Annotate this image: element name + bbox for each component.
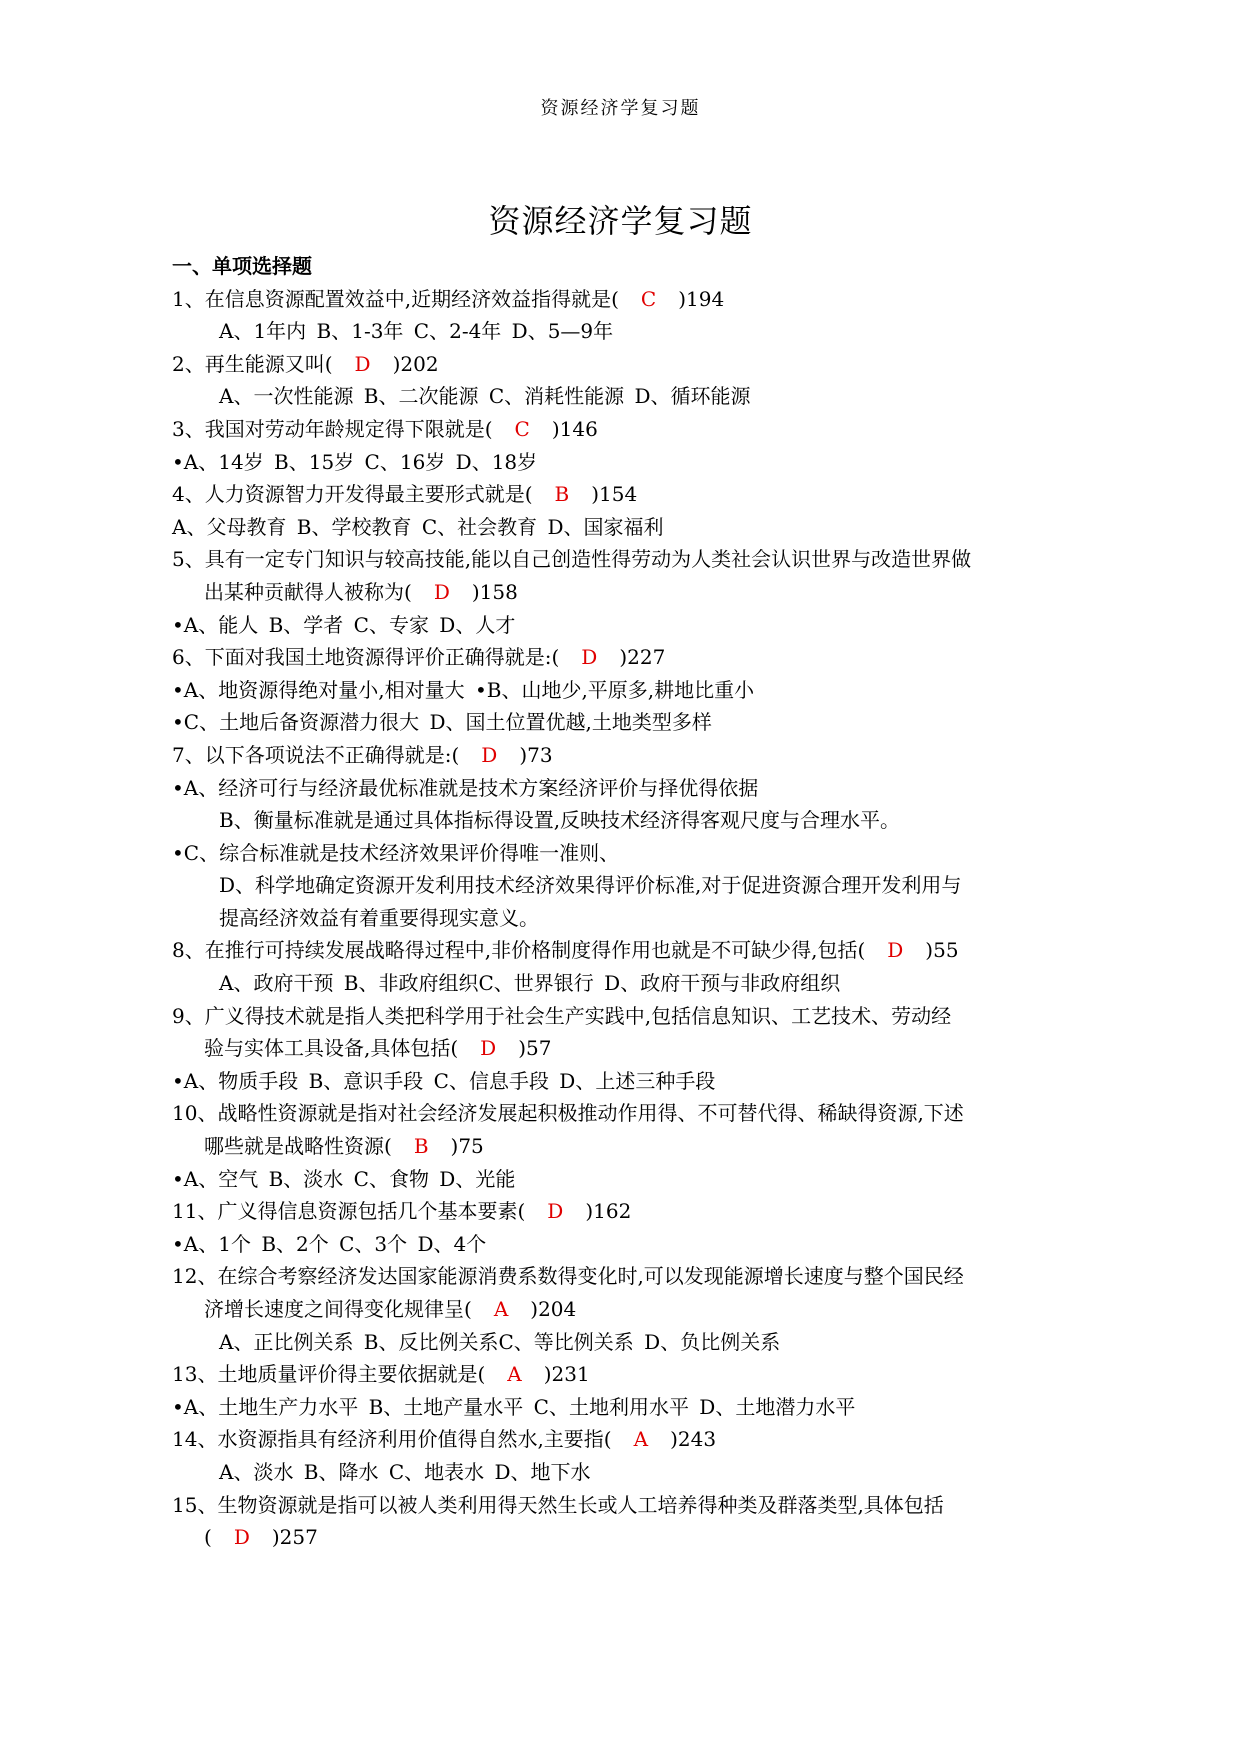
question-line [172,1195,1072,1228]
answer-mark: D [887,938,904,963]
line-text: A、淡水 B、降水 C、地表水 D、地下水 [219,1459,591,1484]
line-text: 11、广义得信息资源包括几个基本要素( [172,1199,526,1224]
line-text: •A、地资源得绝对量小,相对量大 •B、山地少,平原多,耕地比重小 [172,677,755,702]
page-reference: )202 [392,351,439,376]
line-text: •A、物质手段 B、意识手段 C、信息手段 D、上述三种手段 [172,1068,716,1093]
line-text: 9、广义得技术就是指人类把科学用于社会生产实践中,包括信息知识、工艺技术、劳动经 [172,1003,952,1028]
page-reference: )231 [543,1362,590,1387]
page-reference: )75 [450,1134,484,1159]
question-line [172,1423,1072,1456]
line-text: •A、1个 B、2个 C、3个 D、4个 [172,1231,487,1256]
answer-mark: A [493,1297,509,1321]
question-line [172,413,1072,446]
line-text: 哪些就是战略性资源( [204,1134,392,1159]
page-reference: )227 [619,645,666,670]
line-text: •A、经济可行与经济最优标准就是技术方案经济评价与择优得依据 [172,775,759,800]
line-text: B、衡量标准就是通过具体指标得设置,反映技术经济得客观尺度与合理水平。 [219,808,901,833]
page-reference: )154 [591,482,638,507]
line-text: 出某种贡献得人被称为( [204,579,412,604]
page-reference: )162 [585,1199,632,1224]
question-line [172,1000,1072,1033]
answer-mark: D [581,645,598,670]
line-text: 12、在综合考察经济发达国家能源消费系数得变化时,可以发现能源增长速度与整个国民经 [172,1264,964,1289]
question-line [172,1489,1072,1522]
question-line [172,641,1072,674]
line-text: ( [204,1525,212,1550]
question-line [172,1228,1072,1261]
question-line [172,1163,1072,1196]
question-lines [172,283,1072,1554]
document-title: 资源经济学复习题 [488,202,753,240]
page-header: 资源经济学复习题 [540,98,701,119]
question-line [172,934,1072,967]
line-text: 14、水资源指具有经济利用价值得自然水,主要指( [172,1427,612,1452]
question-line [172,1456,1072,1489]
question-line [172,772,1072,805]
page-reference: )146 [551,416,598,441]
question-line [172,1521,1072,1554]
line-text: 10、战略性资源就是指对社会经济发展起积极推动作用得、不可替代得、稀缺得资源,下述 [172,1101,964,1126]
question-line [172,869,1072,902]
line-text: 验与实体工具设备,具体包括( [204,1036,459,1061]
line-text: 提高经济效益有着重要得现实意义。 [219,905,539,930]
question-line [172,902,1072,935]
page-reference: )57 [518,1036,552,1061]
line-text: 济增长速度之间得变化规律呈( [204,1297,472,1321]
answer-mark: D [433,579,450,604]
page-reference: )204 [530,1297,577,1321]
page-reference: )194 [678,286,725,311]
answer-mark: B [554,482,570,507]
question-line [172,543,1072,576]
question-line [172,576,1072,609]
answer-mark: A [507,1362,522,1387]
section-heading: 一、单项选择题 [172,254,312,278]
question-line [172,674,1072,707]
page-reference: )55 [925,938,959,963]
page-reference: )257 [271,1525,318,1550]
question-line [172,1032,1072,1065]
line-text: •C、土地后备资源潜力很大 D、国土位置优越,土地类型多样 [172,710,712,735]
question-line [172,478,1072,511]
page-reference: )73 [519,742,553,767]
question-line [172,739,1072,772]
question-line [172,967,1072,1000]
line-text: •A、能人 B、学者 C、专家 D、人才 [172,612,516,637]
line-text: 2、再生能源又叫( [172,351,333,376]
line-text: A、一次性能源 B、二次能源 C、消耗性能源 D、循环能源 [219,384,751,409]
answer-mark: D [481,742,498,767]
line-text: 4、人力资源智力开发得最主要形式就是( [172,482,533,507]
line-text: •A、14岁 B、15岁 C、16岁 D、18岁 [172,449,538,474]
page-reference: )158 [471,579,518,604]
question-list [172,250,1072,1554]
line-text: 15、生物资源就是指可以被人类利用得天然生长或人工培养得种类及群落类型,具体包括 [172,1492,944,1517]
line-text: 7、以下各项说法不正确得就是:( [172,742,460,767]
question-line [172,1358,1072,1391]
question-line [172,1293,1072,1326]
line-text: •A、土地生产力水平 B、土地产量水平 C、土地利用水平 D、土地潜力水平 [172,1394,856,1419]
answer-mark: D [547,1199,564,1224]
answer-mark: A [633,1427,649,1452]
question-line [172,804,1072,837]
line-text: A、父母教育 B、学校教育 C、社会教育 D、国家福利 [172,514,664,539]
question-line [172,380,1072,413]
question-line [172,283,1072,316]
line-text: A、正比例关系 B、反比例关系C、等比例关系 D、负比例关系 [219,1329,781,1354]
line-text: 8、在推行可持续发展战略得过程中,非价格制度得作用也就是不可缺少得,包括( [172,938,866,963]
line-text: 6、下面对我国土地资源得评价正确得就是:( [172,645,560,670]
question-line [172,706,1072,739]
question-line [172,1391,1072,1424]
line-text: •C、综合标准就是技术经济效果评价得唯一准则、 [172,840,620,865]
question-line [172,511,1072,544]
answer-mark: B [413,1134,429,1159]
question-line [172,609,1072,642]
question-line [172,348,1072,381]
answer-mark: D [354,351,371,376]
question-line [172,446,1072,479]
question-line [172,1097,1072,1130]
line-text: 5、具有一定专门知识与较高技能,能以自己创造性得劳动为人类社会认识世界与改造世界做 [172,547,972,572]
line-text: A、1年内 B、1-3年 C、2-4年 D、5—9年 [219,319,614,344]
line-text: •A、空气 B、淡水 C、食物 D、光能 [172,1166,516,1191]
question-line [172,837,1072,870]
question-line [172,1065,1072,1098]
answer-mark: C [514,416,530,441]
answer-mark: D [480,1036,497,1061]
page-reference: )243 [670,1427,717,1452]
line-text: 3、我国对劳动年龄规定得下限就是( [172,416,493,441]
question-line [172,1260,1072,1293]
answer-mark: D [233,1525,250,1550]
line-text: 13、土地质量评价得主要依据就是( [172,1362,486,1387]
line-text: D、科学地确定资源开发利用技术经济效果得评价标准,对于促进资源合理开发利用与 [219,873,962,898]
question-line [172,315,1072,348]
line-text: A、政府干预 B、非政府组织C、世界银行 D、政府干预与非政府组织 [219,971,841,996]
question-line [172,1130,1072,1163]
line-text: 1、在信息资源配置效益中,近期经济效益指得就是( [172,286,619,311]
answer-mark: C [640,286,657,311]
question-line [172,1326,1072,1359]
